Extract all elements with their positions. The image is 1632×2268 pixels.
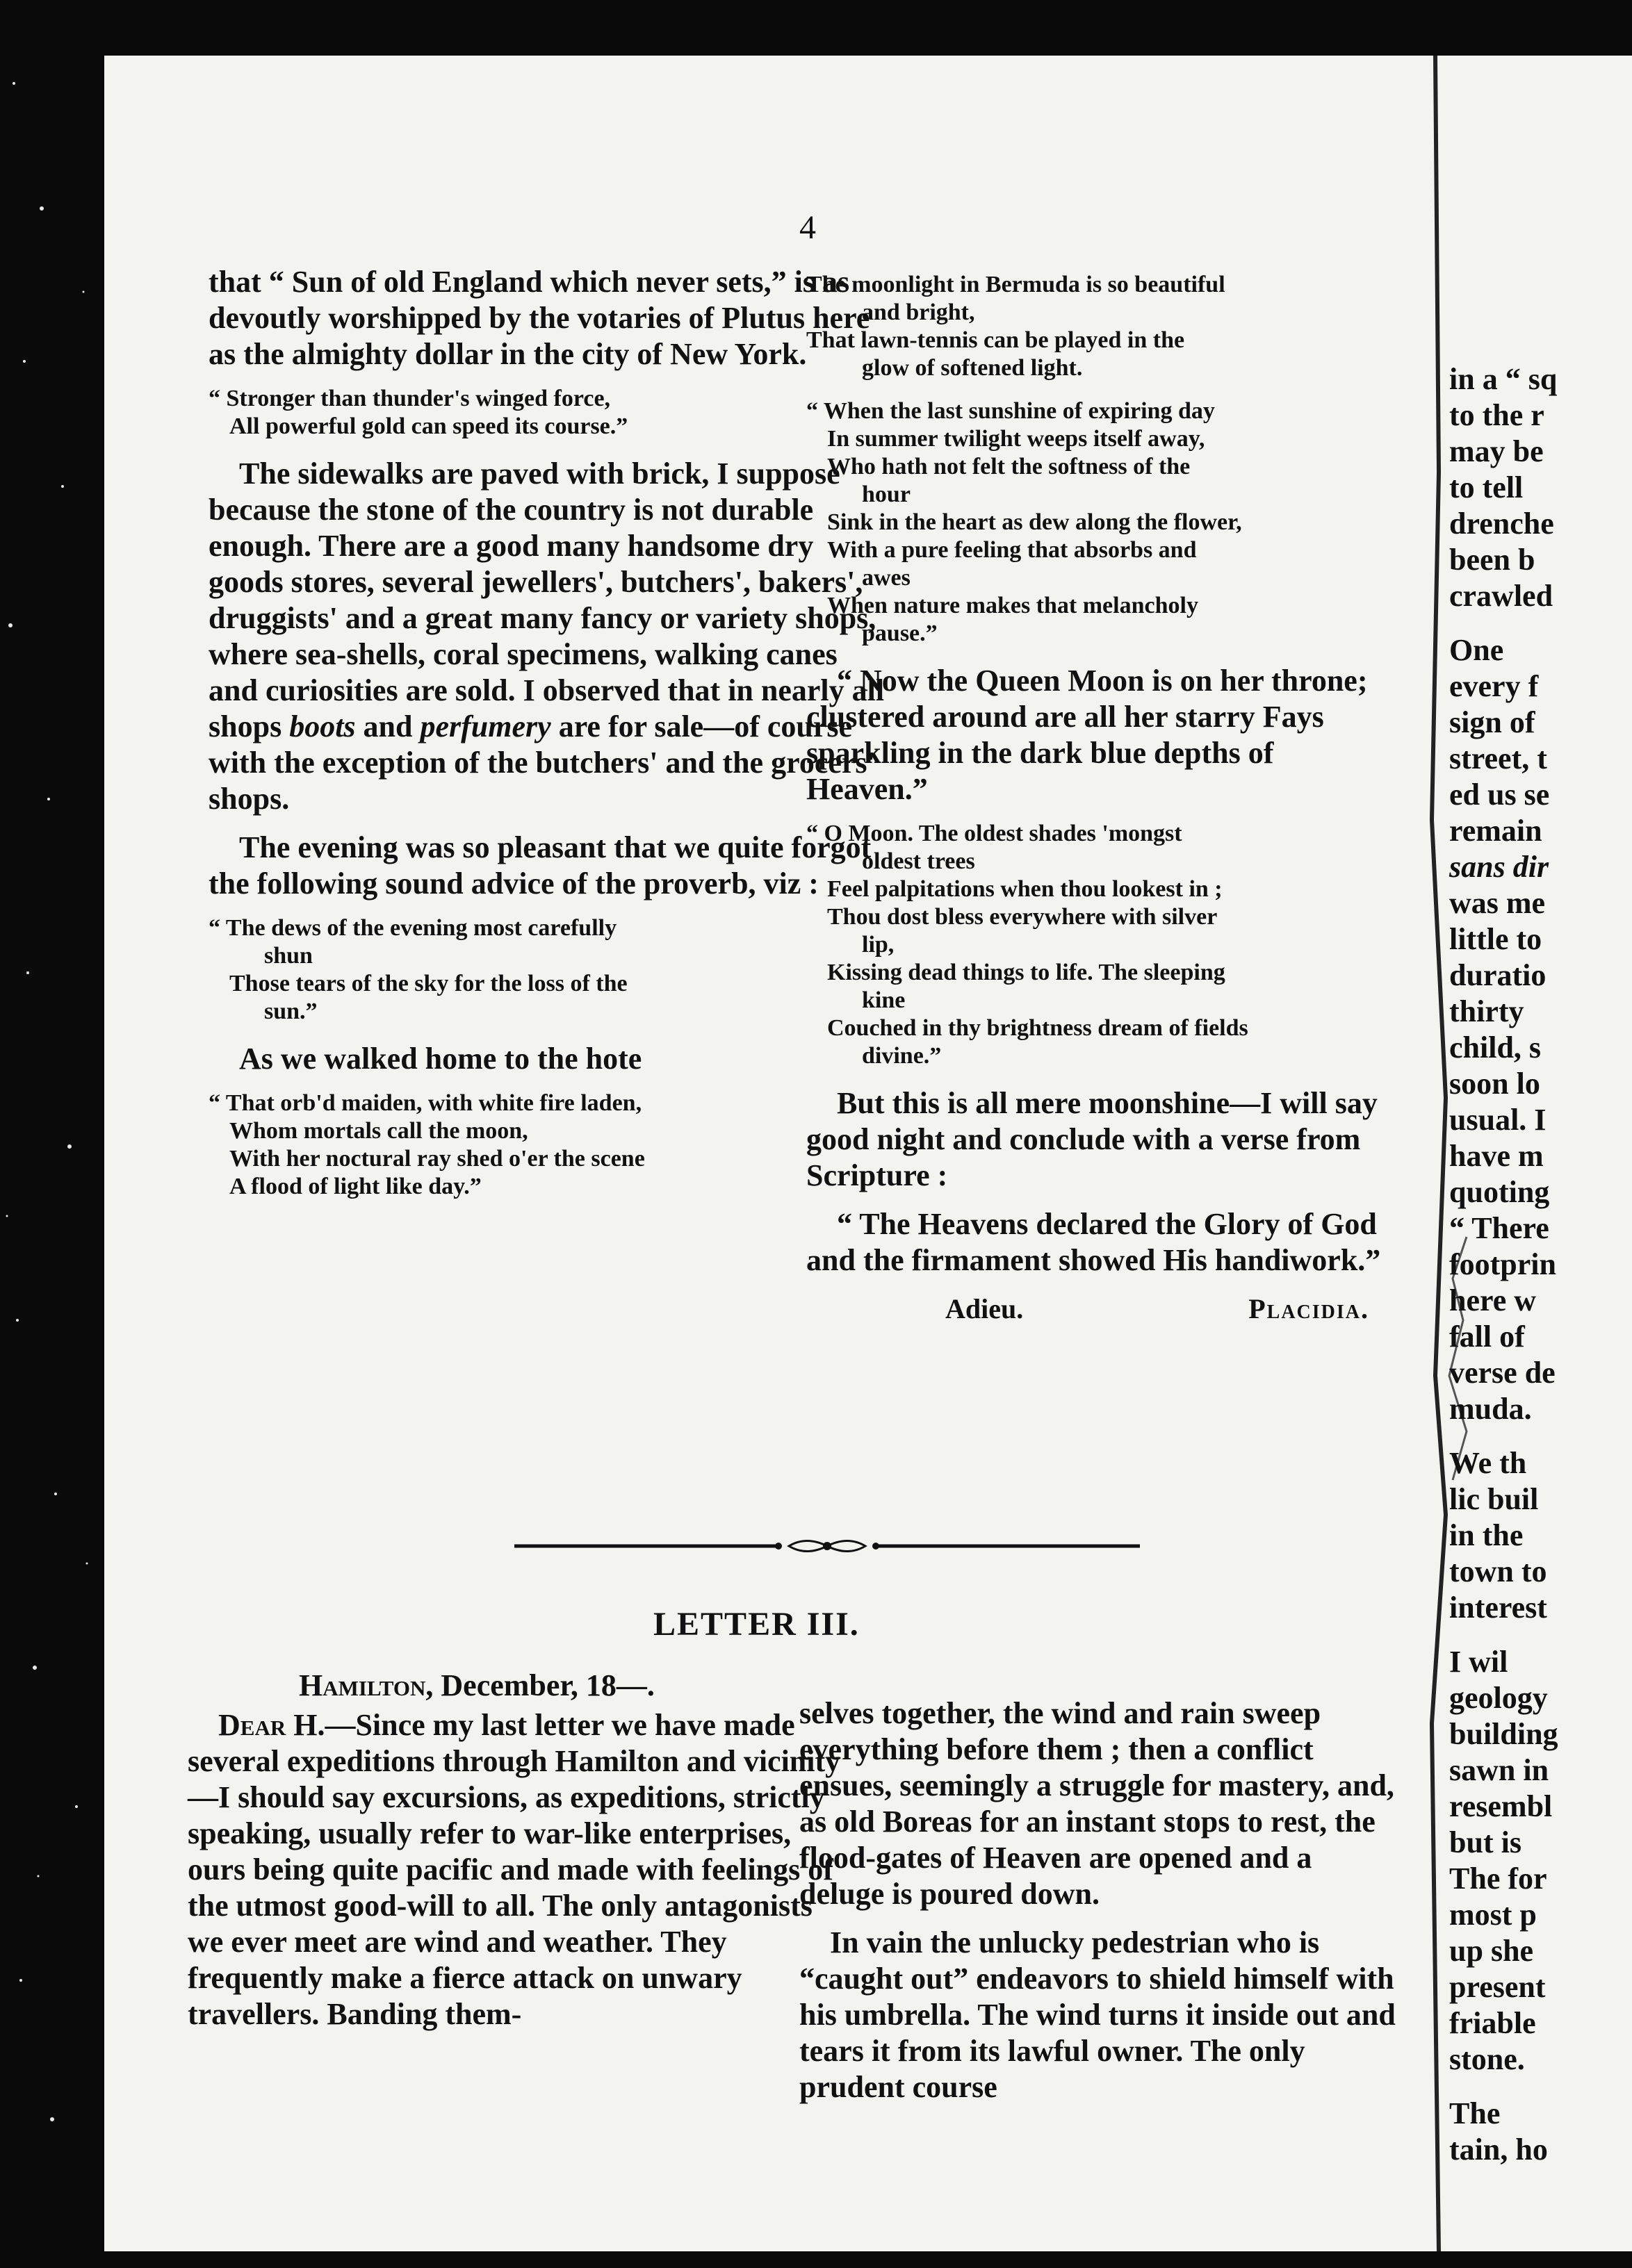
fragment-line: footprin (1449, 1247, 1556, 1281)
fragment-line: sign of (1449, 705, 1535, 739)
verse-line: Those tears of the sky for the loss of the (229, 971, 628, 996)
fragment-line: duratio (1449, 958, 1547, 992)
verse-line: shun (264, 943, 313, 969)
verse-line: “ That orb'd maiden, with white fire laden, (209, 1090, 642, 1116)
paragraph: “ Now the Queen Moon is on her throne; clustered around are all her starry Fays sparkling in the dark blue depths of Heaven.” (806, 664, 1368, 806)
fragment-line: soon lo (1449, 1067, 1540, 1101)
verse-line: “ When the last sunshine of expiring day (806, 398, 1215, 424)
fragment-line: I wil (1449, 1645, 1508, 1679)
verse-line: With her noctural ray shed o'er the scene (229, 1146, 645, 1172)
salutation: Dear H. (218, 1708, 325, 1742)
verse-quote (209, 1090, 890, 1201)
verse-line: Thou dost bless everywhere with silver (827, 904, 1218, 930)
fragment-line: tain, ho (1449, 2133, 1548, 2167)
verse-line: divine.” (862, 1043, 942, 1069)
ornamental-divider (514, 1536, 1140, 1556)
fragment-line: was me (1449, 886, 1546, 920)
fragment-line: every f (1449, 669, 1539, 703)
verse-line: That lawn-tennis can be played in the (806, 327, 1185, 353)
verse-line: “ O Moon. The oldest shades 'mongst (806, 821, 1182, 846)
fragment-line: usual. I (1449, 1103, 1547, 1137)
dateline-date: , December, 18—. (425, 1668, 655, 1702)
paragraph-text: The sidewalks are paved with brick, I suppose because the stone of the country is not durable enough. There are a good many handsome dry goods stores, several jewellers', butchers', bakers', druggists' and a great many fancy or variety shops, where sea-shells, coral specimens, walking canes and curiosities are sold. I observed that in nearly all shops (209, 457, 885, 743)
fragment-line: here w (1449, 1283, 1537, 1317)
verse-line: lip, (862, 932, 895, 958)
verse-line: “ Stronger than thunder's winged force, (209, 386, 611, 411)
paragraph-text: and (355, 709, 421, 743)
paragraph: “ The Heavens declared the Glory of God and the firmament showed His handiwork.” (806, 1207, 1381, 1277)
fragment-line: little to (1449, 922, 1542, 956)
verse-line: pause.” (862, 621, 938, 646)
verse-quote (806, 820, 1397, 1070)
fragment-line: thirty (1449, 994, 1524, 1028)
fragment-line: We th (1449, 1446, 1527, 1480)
paragraph: But this is all mere moonshine—I will say good night and conclude with a verse from Scripture : (806, 1086, 1378, 1192)
left-column (209, 264, 890, 1216)
fragment-line: to the r (1449, 398, 1544, 432)
verse-line: When nature makes that melancholy (827, 593, 1198, 618)
fragment-line: friable (1449, 2006, 1536, 2040)
paragraph-text: —Since my last letter we have made several expeditions through Hamilton and vicinity—I should say excursions, as expeditions, strictly speaking, usually refer to war-like enterprises, ours being quite pacific and made with feelings of the utmost good-will to all. The only antagonists we ever meet are wind and weather. They frequently make a fierce attack on unwary travellers. Banding them- (188, 1708, 841, 2031)
fragment-line: most p (1449, 1898, 1537, 1932)
fragment-line: “ There (1449, 1211, 1549, 1245)
fragment-line (1449, 849, 1558, 885)
fragment-line: present (1449, 1970, 1546, 2004)
fragment-line: lic buil (1449, 1482, 1539, 1516)
dateline-place: Hamilton (299, 1668, 426, 1702)
adjacent-page-text (1449, 361, 1558, 2168)
fragment-line: but is (1449, 1825, 1521, 1859)
verse-line: and bright, (862, 299, 975, 325)
verse-line: Feel palpitations when thou lookest in ; (827, 876, 1223, 902)
dateline (188, 1668, 855, 1703)
fragment-line: verse de (1449, 1356, 1556, 1390)
verse-line: With a pure feeling that absorbs and (827, 537, 1197, 563)
paragraph (188, 1707, 855, 2032)
letter-left-column (188, 1668, 855, 2045)
fragment-line: town to (1449, 1554, 1547, 1588)
verse-line: Whom mortals call the moon, (229, 1118, 528, 1144)
paragraph: selves together, the wind and rain sweep everything before them ; then a conflict ensues, seemingly a struggle for mastery, and, as old Boreas for an instant stops to rest, the flood-gates of Heaven are opened and a deluge is poured down. (799, 1696, 1394, 1911)
fragment-line: street, t (1449, 741, 1547, 775)
fragment-line: sawn in (1449, 1753, 1549, 1787)
emphasis: boots (289, 709, 356, 743)
fragment-line: in a “ sq (1449, 362, 1558, 396)
verse-line: A flood of light like day.” (229, 1174, 482, 1199)
paragraph-text: are for sale—of course with the exception of the butchers' and the grocers' shops. (209, 709, 876, 816)
signature: Placidia. (1248, 1293, 1369, 1324)
fragment-line: resembl (1449, 1789, 1553, 1823)
verse-quote (209, 385, 890, 441)
fragment-line: remain (1449, 814, 1542, 848)
fragment-line: The (1449, 2096, 1501, 2130)
scan-border-noise (0, 0, 104, 2268)
page-number: 4 (799, 209, 816, 246)
fragment-line: been b (1449, 543, 1535, 577)
fragment-line: drenche (1449, 507, 1554, 541)
fragment-line: may be (1449, 434, 1544, 468)
verse-line: Sink in the heart as dew along the flower, (827, 509, 1242, 535)
valediction: Adieu. (945, 1293, 1024, 1324)
paragraph: In vain the unlucky pedestrian who is “caught out” endeavors to shield himself with his umbrella. The wind turns it inside out and tears it from its lawful owner. The only prudent course (799, 1925, 1396, 2104)
verse-line: Couched in thy brightness dream of fields (827, 1015, 1248, 1041)
verse-line: The moonlight in Bermuda is so beautiful (806, 272, 1225, 297)
verse-quote (806, 397, 1397, 648)
letter-heading: LETTER III. (653, 1606, 860, 1643)
document-page (104, 56, 1632, 2251)
verse-line: sun.” (264, 999, 318, 1024)
verse-line: In summer twilight weeps itself away, (827, 426, 1205, 452)
paragraph: The evening was so pleasant that we quite forgot the following sound advice of the proverb, viz : (209, 830, 872, 901)
fragment-line: building (1449, 1717, 1558, 1751)
fragment-line: up she (1449, 1934, 1534, 1968)
fragment-line: muda. (1449, 1392, 1532, 1426)
verse-line: awes (862, 565, 911, 591)
verse-line: glow of softened light. (862, 355, 1083, 381)
right-column (806, 264, 1397, 1325)
fragment-emphasis: sans dir (1449, 850, 1549, 884)
verse-line: “ The dews of the evening most carefully (209, 915, 617, 941)
verse-line: kine (862, 987, 906, 1013)
paragraph: As we walked home to the hote (239, 1042, 642, 1076)
fragment-line: One (1449, 633, 1504, 667)
verse-line: hour (862, 482, 911, 507)
emphasis: perfumery (420, 709, 551, 743)
verse-line: Who hath not felt the softness of the (827, 454, 1191, 479)
fragment-line: interest (1449, 1591, 1547, 1625)
verse-quote (209, 914, 890, 1026)
verse-line: Kissing dead things to life. The sleeping (827, 960, 1225, 985)
signature-line (806, 1292, 1397, 1325)
fragment-line: quoting (1449, 1175, 1550, 1209)
fragment-line: ed us se (1449, 778, 1550, 812)
verse-line: oldest trees (862, 848, 975, 874)
fragment-line: crawled (1449, 579, 1553, 613)
fragment-line: child, s (1449, 1030, 1542, 1065)
letter-right-column (799, 1695, 1397, 2118)
fragment-line: The for (1449, 1862, 1547, 1896)
paragraph (209, 456, 890, 817)
fragment-line: stone. (1449, 2042, 1525, 2076)
verse-quote (806, 271, 1397, 382)
fragment-line: to tell (1449, 470, 1524, 504)
paragraph: that “ Sun of old England which never sets,” is as devoutly worshipped by the votaries of Plutus here as the almighty dollar in the city of New York. (209, 265, 870, 371)
fragment-line: fall of (1449, 1320, 1525, 1354)
verse-line: All powerful gold can speed its course.” (229, 413, 628, 439)
fragment-line: have m (1449, 1139, 1544, 1173)
fragment-line: geology (1449, 1681, 1548, 1715)
fragment-line: in the (1449, 1518, 1524, 1552)
